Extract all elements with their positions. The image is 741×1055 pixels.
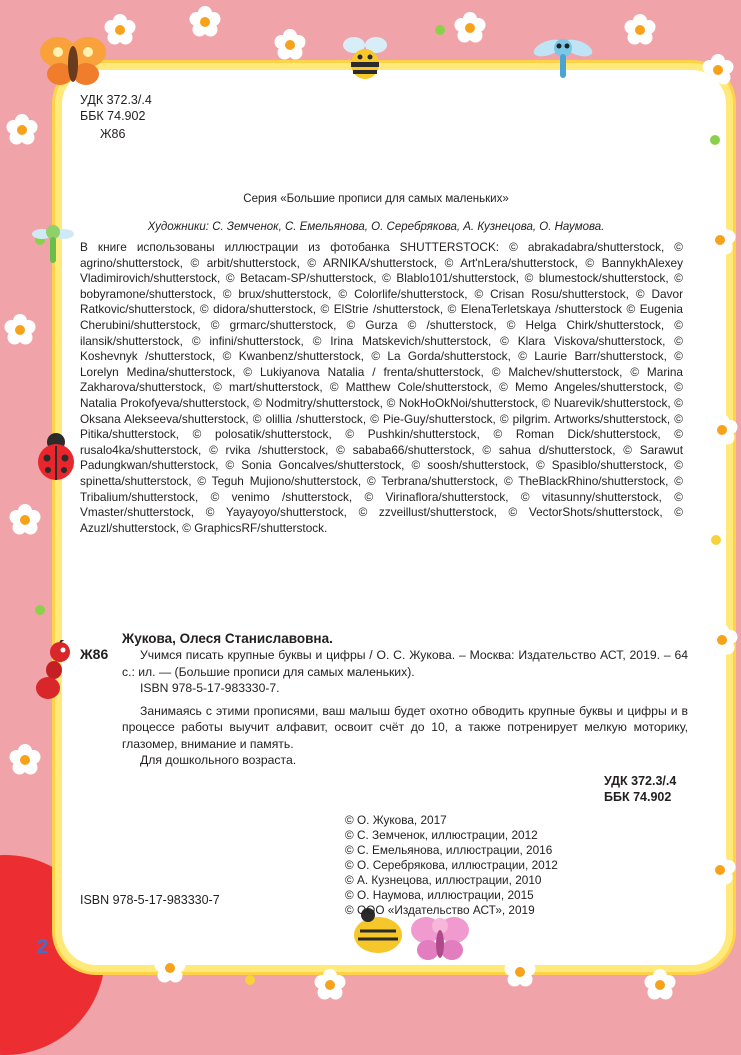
biblio-annotation: Занимаясь с этими прописями, ваш малыш будет охотно обводить крупные буквы и цифры и в процессе работы выучит алфавит, освоит счёт до 10, а также потренирует мелкую моторику, глазомер, внимание и память. [122,703,688,751]
butterfly-icon [410,910,470,966]
biblio-author: Жукова, Олеся Станиславовна. [122,631,333,646]
udk-block-top [80,92,152,142]
isbn-bottom: ISBN 978-5-17-983330-7 [80,893,220,907]
dragonfly-icon [532,32,594,80]
biblio-isbn: ISBN 978-5-17-983330-7. [140,681,280,695]
ladybug-icon [34,430,78,482]
bbk-code: ББК 74.902 [604,790,672,804]
ant-icon [30,640,78,700]
image-credits: В книге использованы иллюстрации из фотобанка SHUTTERSTOCK: © abrakadabra/shutterstock, © agrino/shutterstock, © arbit/shutterstock, © ARNIKA/shutterstock, © Art'nLera/shutterstock, © BannykhAlexey Vladimirovich/shutterstock, © Betacam-SP/shutterstock, © Blablo101/shutterstock, © blumestock/shutterstock, © bobyramone/shutterstock, © brux/shutterstock, © Colorlife/shutterstock, © Crisan Rosu/shutterstock, © Davor Ratkovic/shutterstock, © didora/shutterstock, © ElStrie /shutterstock, © ElenaTerletskaya /shutterstock © Eugenia Cherubini/shutterstock, © grmarc/shutterstock, © Gurza © /shutterstock, © Helga Chirk/shutterstock, © ilansik/shutterstock, © infini/shutterstock, © Irina Matskevich/shutterstock, © Klara Viskova/shutterstock, © Koshevnyk /shutterstock, © Kwanbenz/shutterstock, © La Gorda/shutterstock, © Laurie Barr/shutterstock, © Lorelyn Medina/shutterstock, © Lukiyanova Natalia / frenta/shutterstock, © Malchev/shutterstock, © Marina Zakharova/shutterstock, © mart/shutterstock, © Matthew Cole/shutterstock, © Memo Angeles/shutterstock, © Natalia Prokofyeva/shutterstock, © Nodmitry/shutterstock, © NokHoOkNoi/shutterstock, © Nuarevik/shutterstock, © Oksana Alekseeva/shutterstock, © olillia /shutterstock, © Pie-Guy/shutterstock, © pilgrim. Artworks/shutterstock, © Pitika/shutterstock, © polosatik/shutterstock, © Pushkin/shutterstock, © Roman Dick/shutterstock, © rusalo4ka/shutterstock, © rvika /shutterstock, © sababa66/shutterstock, © sahua d/shutterstock, © Sarawut Padungkwan/shutterstock, © Sonia Goncalves/shutterstock, © soosh/shutterstock, © Spasiblo/shutterstock, © spinetta/shutterstock, © Teguh Mujiono/shutterstock, © Terbrana/shutterstock, © TheBlackRhino/shutterstock, © Tribalium/shutterstock, © venimo /shutterstock, © Virinaflora/shutterstock, © vitasunny/shutterstock, © Vmaster/shutterstock, © Yayayoyo/shutterstock, © zzveillust/shutterstock, © VectorShots/shutterstock, © Azuzl/shutterstock, © GraphicsRF/shutterstock. [80,240,683,535]
bee-icon [340,30,390,82]
copyright-line: © С. Земченок, иллюстрации, 2012 [345,828,538,842]
udk-code: УДК 372.3/.4 [604,774,677,788]
copyright-line: © О. Серебрякова, иллюстрации, 2012 [345,858,558,872]
biblio-title: Учимся писать крупные буквы и цифры / О. С. Жукова. – Москва: Издательство АСТ, 2019. – 64 с.: ил. — (Большие прописи для самых маленьких). [122,648,688,679]
artists-line: Художники: С. Земченок, С. Емельянова, О. Серебрякова, А. Кузнецова, О. Наумова. [147,221,605,233]
udk-code: УДК 372.3/.4 [80,93,152,107]
copyright-line: © А. Кузнецова, иллюстрации, 2010 [345,873,542,887]
udk-block-right [604,773,676,805]
bibliographic-record [80,630,688,769]
series-line: Серия «Большие прописи для самых маленьких» [243,193,509,205]
dragonfly-icon [32,220,74,268]
author-mark: Ж86 [100,127,126,141]
page-number: 2 [37,936,49,958]
butterfly-icon [38,30,108,94]
copyright-line: © О. Наумова, иллюстрации, 2015 [345,888,534,902]
bbk-code: ББК 74.902 [80,109,146,123]
copyright-list [345,813,558,918]
copyright-line: © О. Жукова, 2017 [345,813,447,827]
copyright-line: © ООО «Издательство АСТ», 2019 [345,903,535,917]
biblio-author-mark: Ж86 [80,646,109,662]
biblio-age: Для дошкольного возраста. [140,753,297,767]
copyright-line: © С. Емельянова, иллюстрации, 2016 [345,843,553,857]
